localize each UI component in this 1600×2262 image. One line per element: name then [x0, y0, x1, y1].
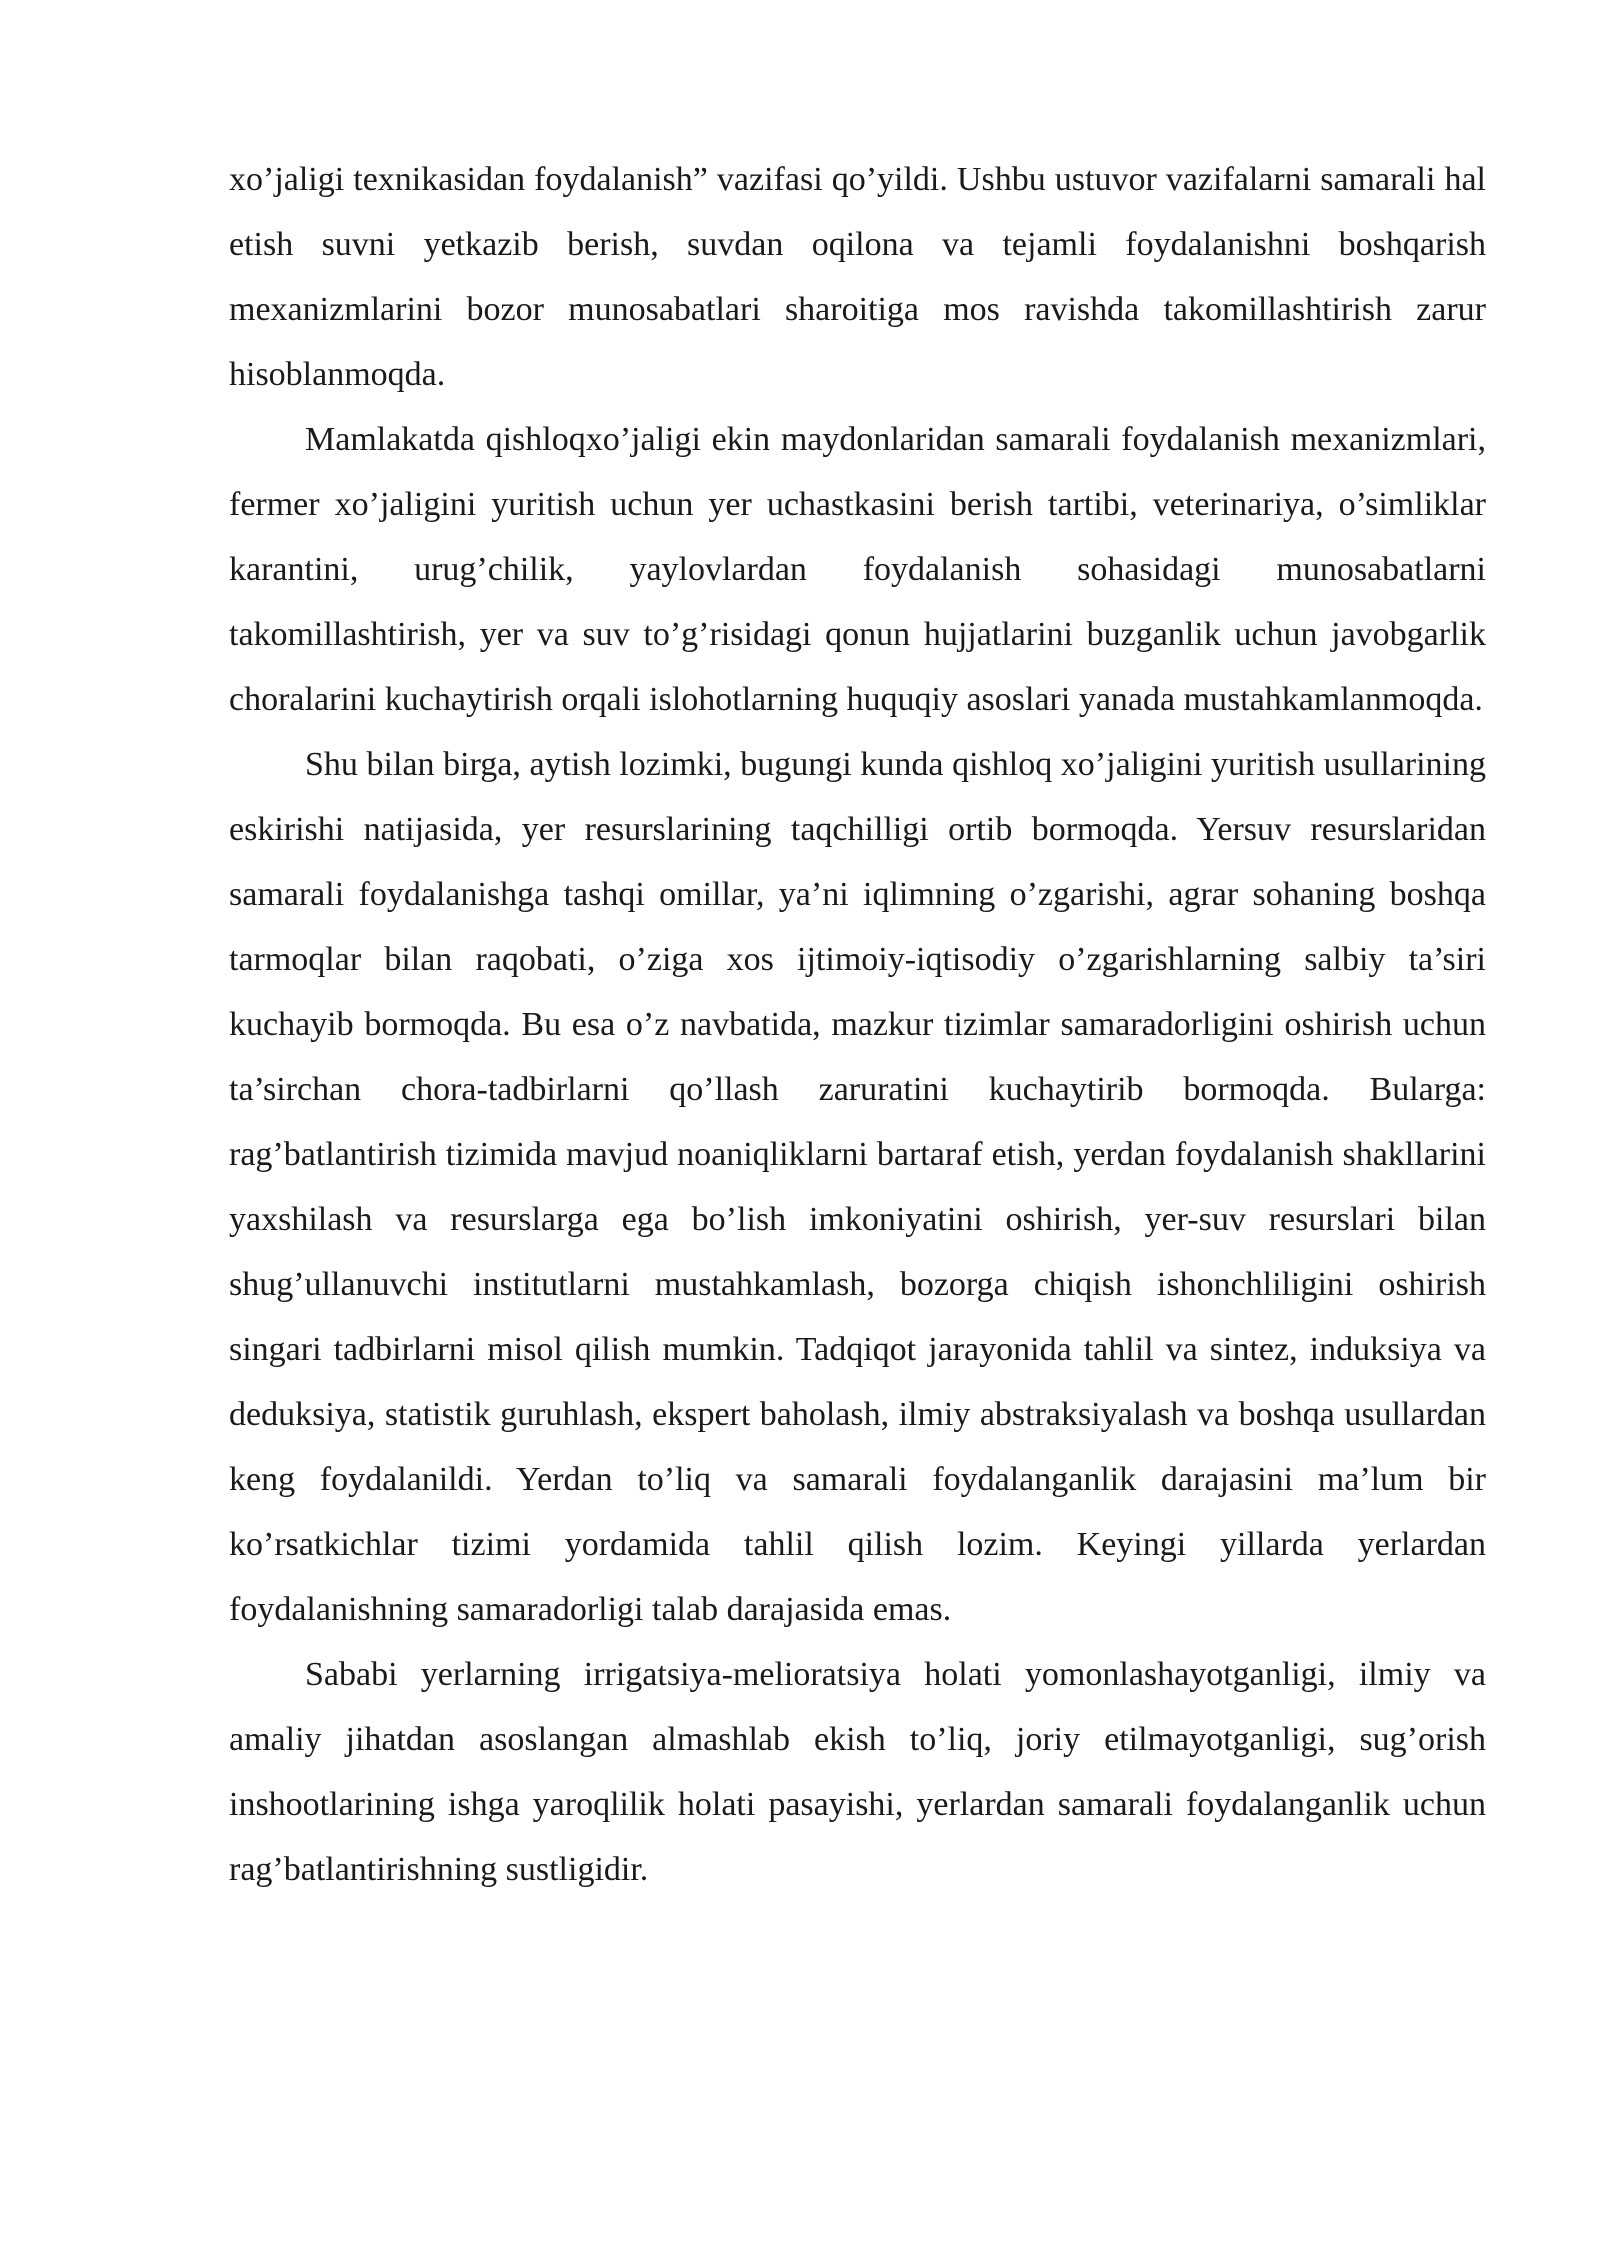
paragraph-continuation: xo’jaligi texnikasidan foydalanish” vazifasi qo’yildi. Ushbu ustuvor vazifalarni samarali hal etish suvni yetkazib berish, suvdan oqilona va tejamli foydalanishni boshqarish mexanizmlarini bozor munosabatlari sharoitiga mos ravishda takomillashtirish zarur hisoblanmoqda.	[229, 161, 1486, 393]
paragraph-resources: Shu bilan birga, aytish lozimki, bugungi kunda qishloq xo’jaligini yuritish usullarining eskirishi natijasida, yer resurslarining taqchilligi ortib bormoqda. Yersuv resurslaridan samarali foydalanishga tashqi omillar, ya’ni iqlimning o’zgarishi, agrar sohaning boshqa tarmoqlar bilan raqobati, o’ziga xos ijtimoiy-iqtisodiy o’zgarishlarning salbiy ta’siri kuchayib bormoqda. Bu esa o’z navbatida, mazkur tizimlar samaradorligini oshirish uchun ta’sirchan chora-tadbirlarni qo’llash zaruratini kuchaytirib bormoqda. Bularga: rag’batlantirish tizimida mavjud noaniqliklarni bartaraf etish, yerdan foydalanish shakllarini yaxshilash va resurslarga ega bo’lish imkoniyatini oshirish, yer-suv resurslari bilan shug’ullanuvchi institutlarni mustahkamlash, bozorga chiqish ishonchliligini oshirish singari tadbirlarni misol qilish mumkin. Tadqiqot jarayonida tahlil va sintez, induksiya va deduksiya, statistik guruhlash, ekspert baholash, ilmiy abstraksiyalash va boshqa usullardan keng foydalanildi. Yerdan to’liq va samarali foydalanganlik darajasini ma’lum bir ko’rsatkichlar tizimi yordamida tahlil qilish lozim. Keyingi yillarda yerlardan foydalanishning samaradorligi talab darajasida emas.	[229, 746, 1486, 1628]
paragraph-mechanisms: Mamlakatda qishloqxo’jaligi ekin maydonlaridan samarali foydalanish mexanizmlari, fermer xo’jaligini yuritish uchun yer uchastkasini berish tartibi, veterinariya, o’simliklar karantini, urug’chilik, yaylovlardan foydalanish sohasidagi munosabatlarni takomillashtirish, yer va suv to’g’risidagi qonun hujjatlarini buzganlik uchun javobgarlik choralarini kuchaytirish orqali islohotlarning huquqiy asoslari yanada mustahkamlanmoqda.	[229, 421, 1486, 718]
body-text	[229, 147, 1486, 1902]
paragraph-reasons: Sababi yerlarning irrigatsiya-melioratsiya holati yomonlashayotganligi, ilmiy va amaliy jihatdan asoslangan almashlab ekish to’liq, joriy etilmayotganligi, sug’orish inshootlarining ishga yaroqlilik holati pasayishi, yerlardan samarali foydalanganlik uchun rag’batlantirishning sustligidir.	[229, 1656, 1486, 1888]
